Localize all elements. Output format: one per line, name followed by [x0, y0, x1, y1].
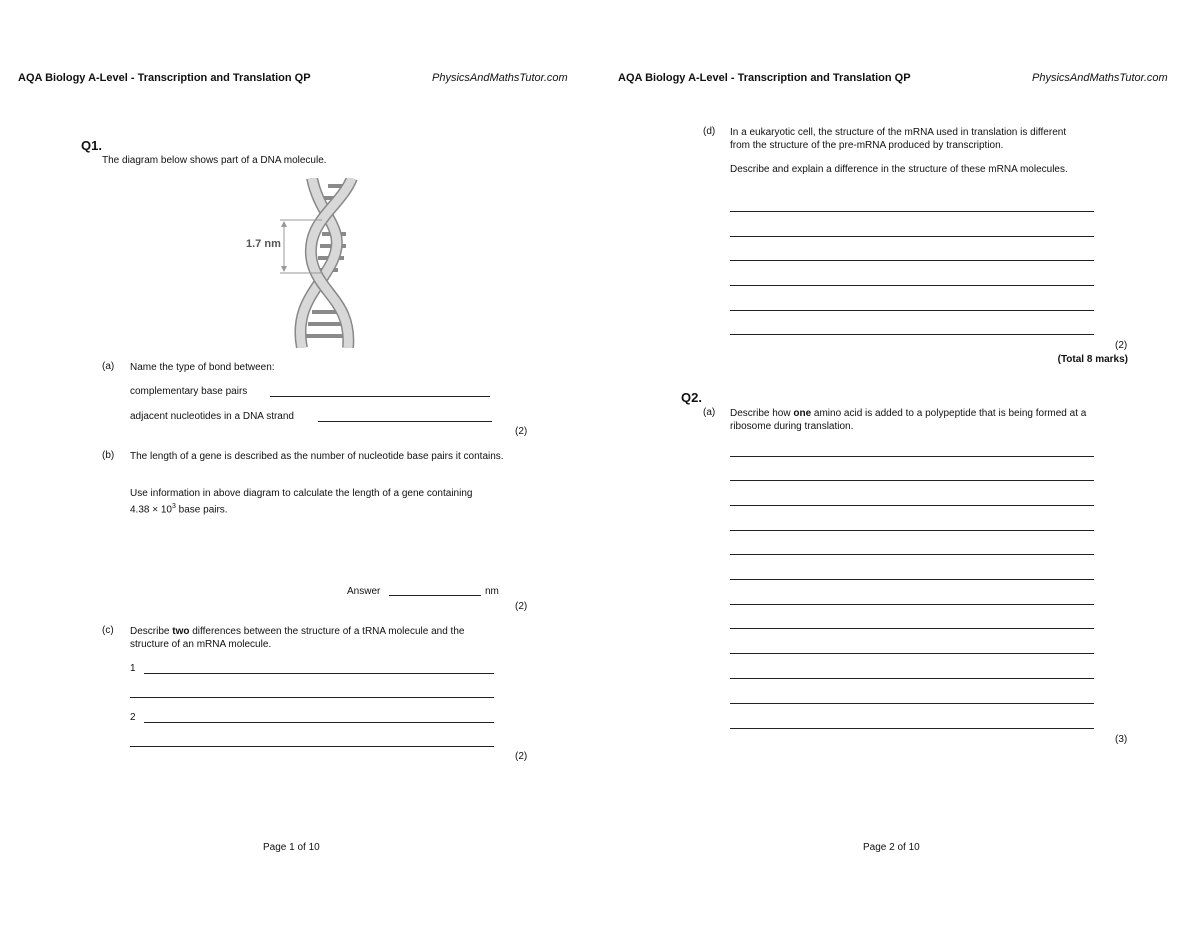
- q1c-answer-line-3[interactable]: [144, 722, 494, 723]
- q1d-answer-line-6[interactable]: [730, 334, 1094, 335]
- q1c-label: (c): [102, 625, 114, 636]
- q1c-marks: (2): [515, 751, 528, 762]
- q1d-text-1: In a eukaryotic cell, the structure of the mRNA used in translation is different from the structure of the pre-mRNA produced by transcription.: [730, 127, 1067, 151]
- q1c-answer-line-1[interactable]: [144, 673, 494, 674]
- header-title: AQA Biology A-Level - Transcription and Translation QP: [618, 72, 911, 84]
- page-2: [600, 0, 1200, 927]
- page-2-footer: Page 2 of 10: [863, 842, 920, 853]
- q1b-answer-label: Answer: [347, 586, 381, 597]
- q1d-answer-line-1[interactable]: [730, 211, 1094, 212]
- header-site: PhysicsAndMathsTutor.com: [432, 72, 568, 84]
- q1d-answer-line-5[interactable]: [730, 310, 1094, 311]
- q2a-answer-line-5[interactable]: [730, 554, 1094, 555]
- q2a-text: Describe how one amino acid is added to a polypeptide that is being formed at a ribosome during translation.: [730, 408, 1087, 432]
- q1c-text: Describe two differences between the structure of a tRNA molecule and the structure of an mRNA molecule.: [130, 626, 465, 650]
- q1a-answer-line-2[interactable]: [318, 421, 492, 422]
- header-title: AQA Biology A-Level - Transcription and Translation QP: [18, 72, 311, 84]
- q2a-answer-line-9[interactable]: [730, 653, 1094, 654]
- diagram-label: 1.7 nm: [246, 238, 281, 250]
- q1d-answer-line-4[interactable]: [730, 285, 1094, 286]
- q1d-answer-line-2[interactable]: [730, 236, 1094, 237]
- q2a-answer-line-7[interactable]: [730, 604, 1094, 605]
- q1a-label: (a): [102, 361, 115, 372]
- question-2-label: Q2.: [681, 390, 702, 405]
- q1d-answer-line-3[interactable]: [730, 260, 1094, 261]
- q2a-answer-line-10[interactable]: [730, 678, 1094, 679]
- q1b-answer-unit: nm: [485, 586, 499, 597]
- q1-intro: The diagram below shows part of a DNA molecule.: [102, 155, 327, 166]
- q1c-answer-line-4[interactable]: [130, 746, 494, 747]
- q1a-line2-label: adjacent nucleotides in a DNA strand: [130, 411, 294, 422]
- q2a-answer-line-6[interactable]: [730, 579, 1094, 580]
- q1c-number-2: 2: [130, 712, 136, 723]
- q1a-line1-label: complementary base pairs: [130, 386, 248, 397]
- q2a-marks: (3): [1115, 734, 1128, 745]
- q2a-answer-line-3[interactable]: [730, 505, 1094, 506]
- question-1-label: Q1.: [81, 138, 102, 153]
- q1b-answer-line[interactable]: [389, 595, 481, 596]
- q2a-answer-line-2[interactable]: [730, 480, 1094, 481]
- q1d-marks: (2): [1115, 340, 1128, 351]
- q1-total-marks: (Total 8 marks): [1057, 354, 1128, 365]
- q2a-answer-line-12[interactable]: [730, 728, 1094, 729]
- page-1-footer: Page 1 of 10: [263, 842, 320, 853]
- q1b-text-2: Use information in above diagram to calculate the length of a gene containing $4.38 \times 10^3$ base pairs.: [130, 488, 473, 516]
- q1d-text-2: Describe and explain a difference in the structure of these mRNA molecules.: [730, 164, 1068, 175]
- q2a-answer-line-1[interactable]: [730, 456, 1094, 457]
- q1a-answer-line-1[interactable]: [270, 396, 490, 397]
- q1b-text-1: The length of a gene is described as the number of nucleotide base pairs it contains.: [130, 451, 504, 462]
- q2a-answer-line-4[interactable]: [730, 530, 1094, 531]
- q1a-prompt: Name the type of bond between:: [130, 362, 275, 373]
- q2a-label: (a): [703, 407, 716, 418]
- q1c-number-1: 1: [130, 663, 136, 674]
- q1c-answer-line-2[interactable]: [130, 697, 494, 698]
- q1a-marks: (2): [515, 426, 528, 437]
- q1b-label: (b): [102, 450, 115, 461]
- q2a-answer-line-11[interactable]: [730, 703, 1094, 704]
- q1d-label: (d): [703, 126, 716, 137]
- q2a-answer-line-8[interactable]: [730, 628, 1094, 629]
- dna-helix-diagram: [240, 178, 370, 348]
- header-site: PhysicsAndMathsTutor.com: [1032, 72, 1168, 84]
- q1b-marks: (2): [515, 601, 528, 612]
